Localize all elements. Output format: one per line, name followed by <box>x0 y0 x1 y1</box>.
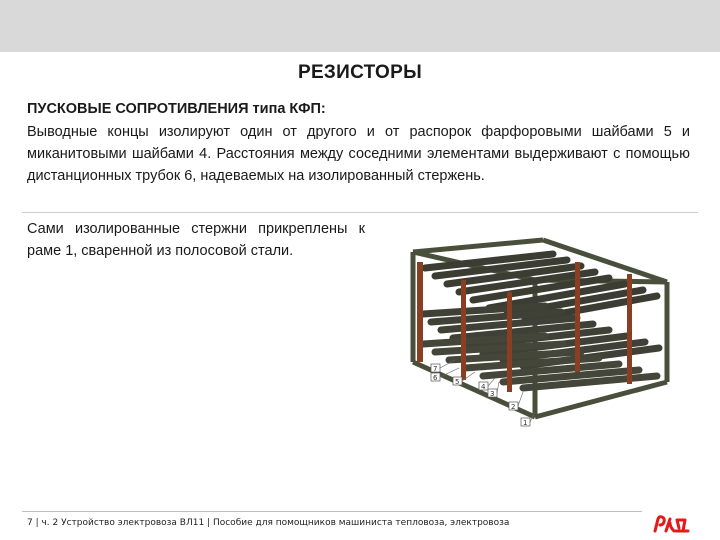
svg-text:3: 3 <box>490 390 495 398</box>
svg-text:4: 4 <box>481 383 486 391</box>
callout-1 <box>521 418 530 427</box>
resistor-illustration <box>395 232 685 432</box>
footer-text: 7 | ч. 2 Устройство электровоза ВЛ11 | Пособие для помощников машиниста тепловоза, электровоза <box>27 518 510 528</box>
svg-text:5: 5 <box>455 378 460 386</box>
callout-6 <box>431 373 440 382</box>
svg-text:6: 6 <box>433 374 438 382</box>
svg-text:2: 2 <box>511 403 516 411</box>
callout-7 <box>431 364 440 373</box>
callout-2 <box>509 402 518 411</box>
svg-text:7: 7 <box>433 365 438 373</box>
footer-rule <box>22 511 642 512</box>
svg-text:1: 1 <box>523 419 528 427</box>
rzd-logo-icon <box>652 514 692 534</box>
slide-subtitle: ПУСКОВЫЕ СОПРОТИВЛЕНИЯ типа КФП: <box>27 101 326 117</box>
top-bar <box>0 0 720 52</box>
callout-3 <box>488 389 497 398</box>
slide-title: РЕЗИСТОРЫ <box>297 62 423 83</box>
paragraph-description: Выводные концы изолируют один от другого и от распорок фарфоровыми шайбами 5 и миканитовыми шайбами 4. Расстояния между соседними элементами выдерживают с помощью дистанционных трубок 6, надеваемых на изолированный стержень. <box>27 124 690 184</box>
callout-5 <box>453 377 462 386</box>
paragraph-frame: Сами изолированные стержни прикреплены к раме 1, сваренной из полосовой стали. <box>27 221 365 259</box>
callout-4 <box>479 382 488 391</box>
divider <box>22 212 698 213</box>
